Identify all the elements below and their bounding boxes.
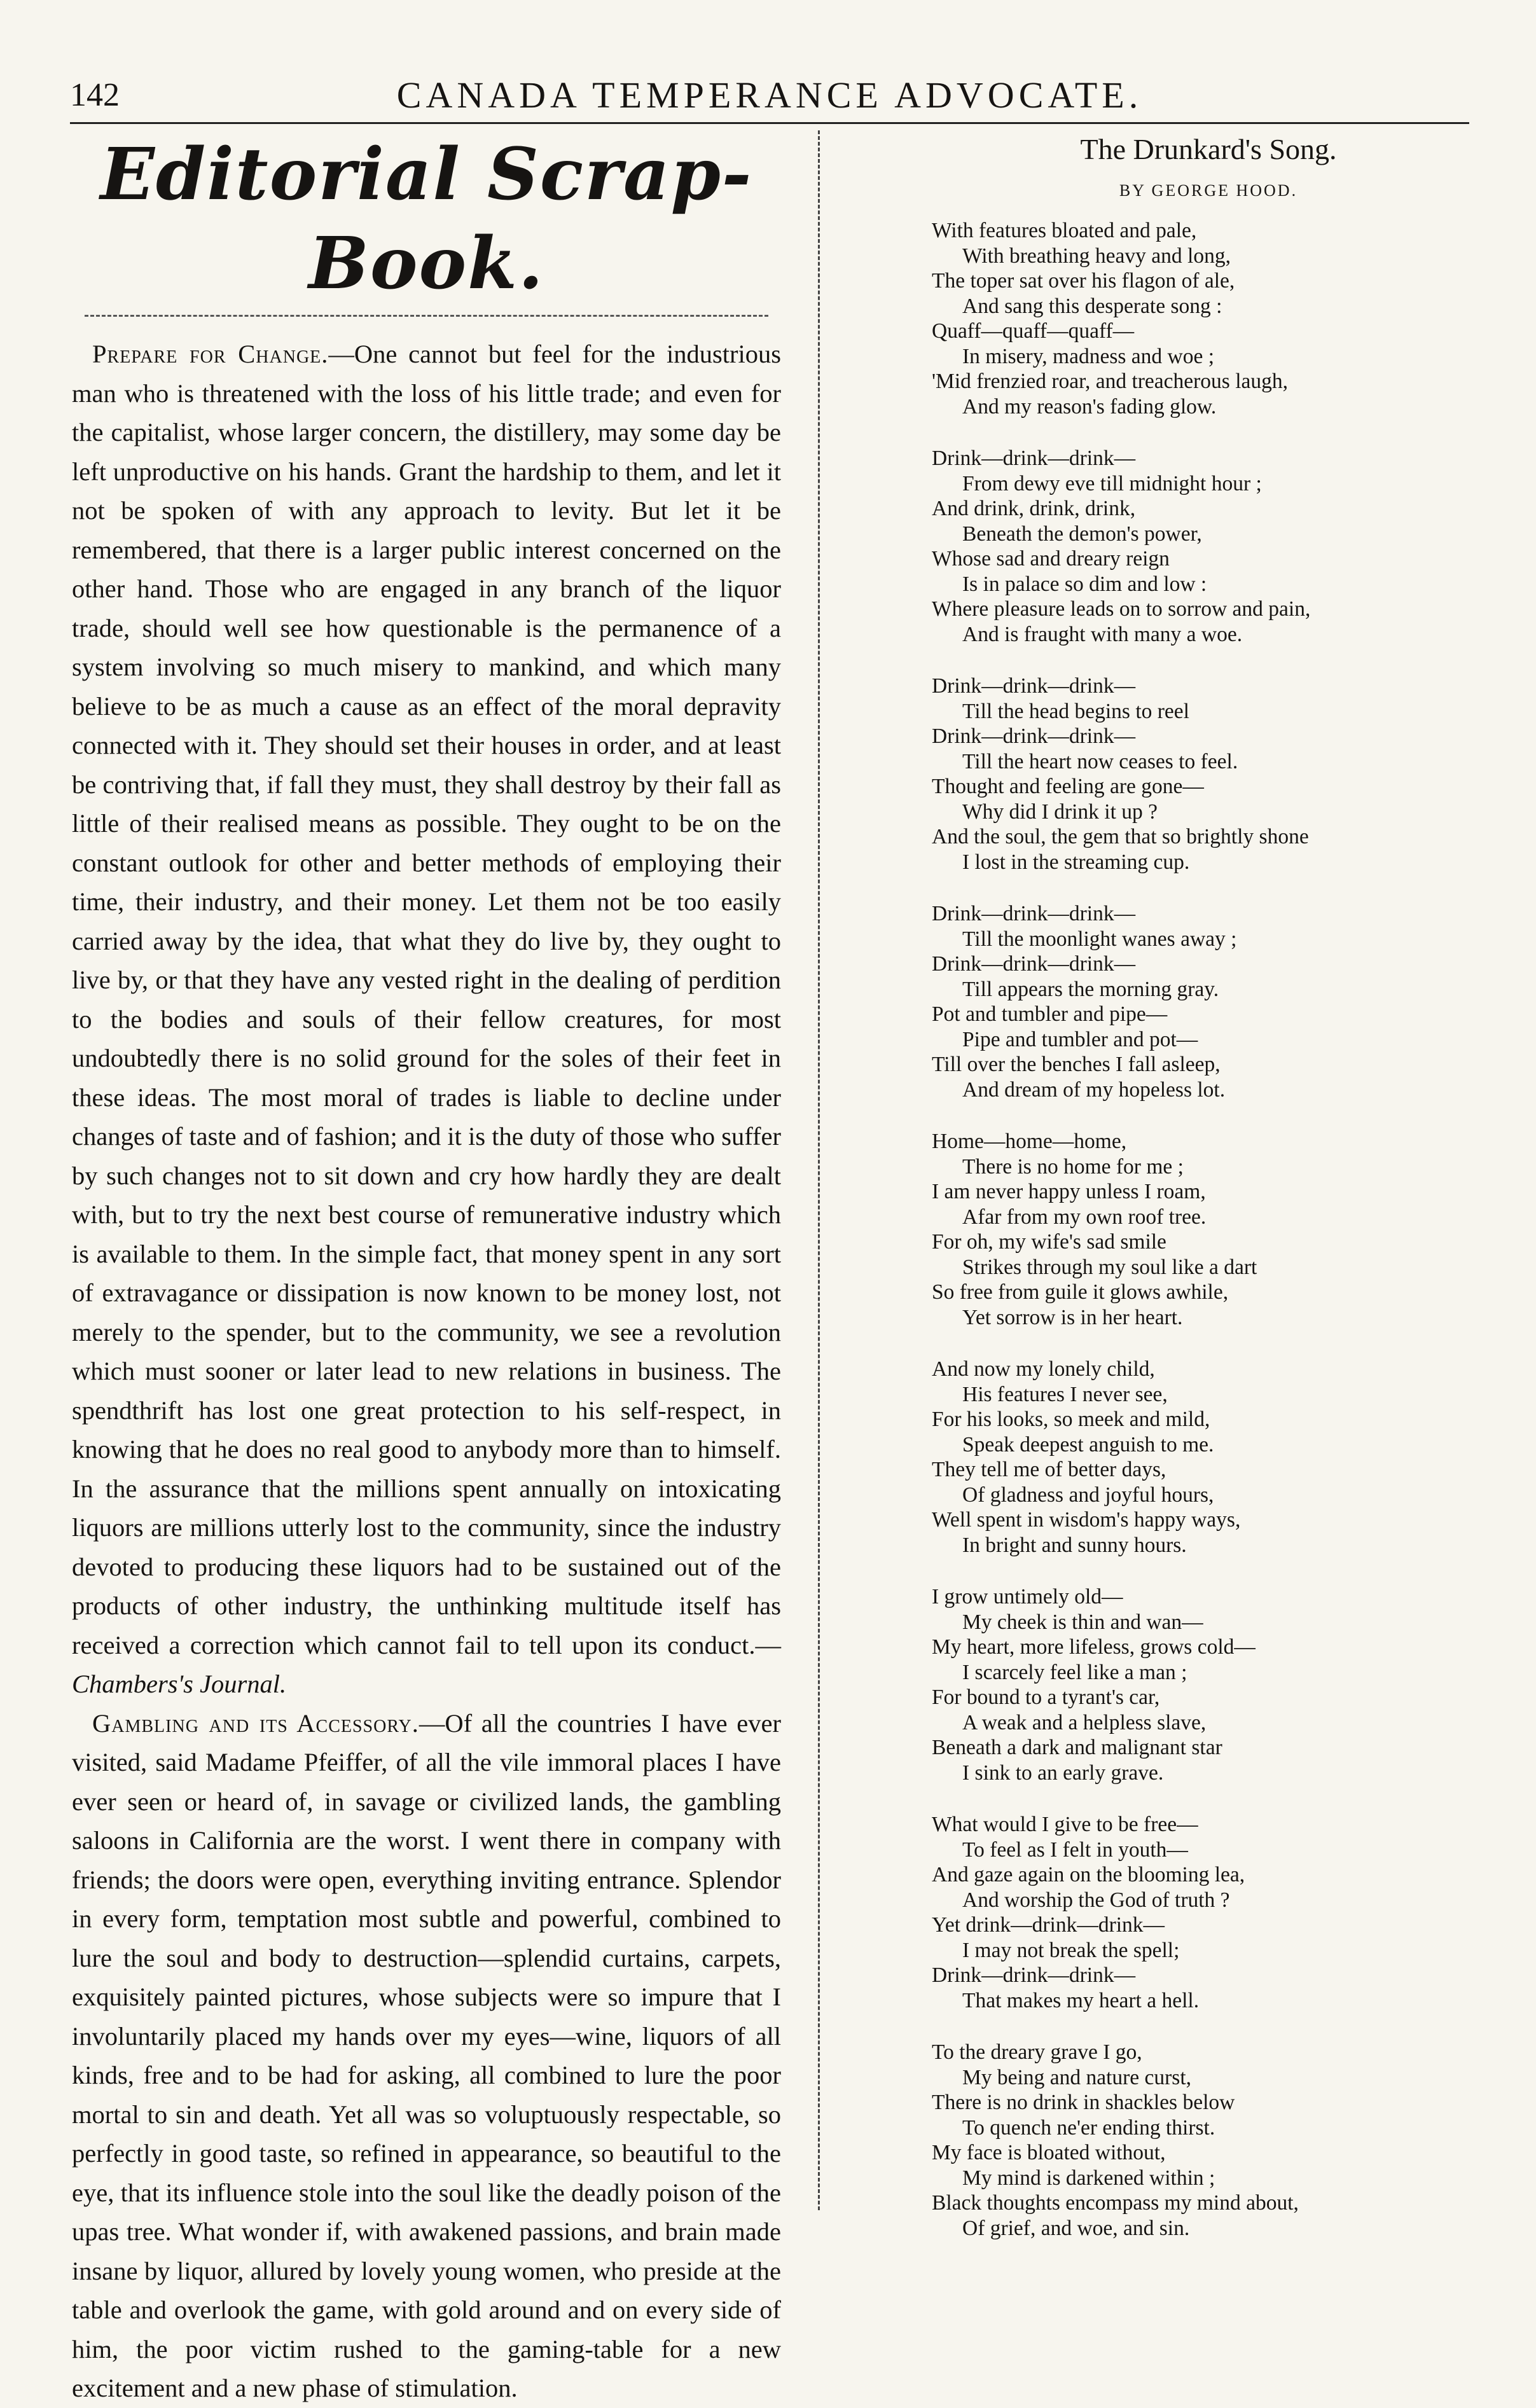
poem-line: With features bloated and pale, xyxy=(932,219,1197,242)
poem-line: Whose sad and dreary reign xyxy=(932,547,1170,571)
poem-line: There is no drink in shackles below xyxy=(932,2091,1235,2114)
poem-line: The toper sat over his flagon of ale, xyxy=(932,269,1235,293)
article-source: Chambers's Journal. xyxy=(72,1670,287,1698)
poem-line: My mind is darkened within ; xyxy=(962,2166,1215,2190)
page-number: 142 xyxy=(70,77,120,113)
article-body: —One cannot but feel for the industrious man who is threatened with the loss of his little trade; and even for the capitalist, whose larger concern, the distillery, may some day be left unproductive on his hands. Grant the hardship to them, and let it not be spoken of with any approach to levity. But let it be remembered, that there is a larger public interest concerned on the other hand. Those who are engaged in any branch of the liquor trade, should well see how questionable is the permanence of a system involving so much misery to mankind, and which many believe to be as much a cause as an effect of the moral depravity connected with it. They should set their houses in order, and at least be contriving that, if fall they must, they shall destroy by their fall as little of their realised means as possible. They ought to be on the constant outlook for other and better methods of employing their time, their industry, and their money. Let them not be too easily carried away by the idea, that what they do live by, they ought to live by, or that they have any vested right in the dealing of perdition to the bodies and souls of their fellow creatures, for most undoubtedly there is no solid ground for the soles of their feet in these ideas. The most moral of trades is liable to decline under changes of taste and of fashion; and it is the duty of those who suffer by such changes not to sit down and cry how hardly they are dealt with, but to try the next best course of remunerative industry which is available to them. In the simple fact, that money spent in any sort of extravagance or dissipation is now known to be money lost, not merely to the spender, but to the community, we see a revolution which must sooner or later lead to new relations in business. The spendthrift has lost one great protection to his self-respect, in knowing that he does no real good to anybody more than to himself. In the assurance that the millions spent annually on intoxicating liquors are millions utterly lost to the community, since the industry devoted to producing these liquors had to be sustained out of the products of other industry, the unthinking multitude itself has received a correction which cannot fail to tell upon its conduct.— xyxy=(72,340,781,1659)
poem xyxy=(932,218,1460,2241)
poem-stanza xyxy=(932,901,1460,1102)
column-divider xyxy=(818,130,820,2210)
poem-line: And my reason's fading glow. xyxy=(962,394,1217,419)
poem-line: And the soul, the gem that so brightly shone xyxy=(932,825,1309,848)
poem-line: My face is bloated without, xyxy=(932,2141,1166,2164)
poem-stanza xyxy=(932,446,1460,647)
poem-line: Till the heart now ceases to feel. xyxy=(962,749,1238,773)
poem-line: To the dreary grave I go, xyxy=(932,2040,1142,2064)
poem-title: The Drunkard's Song. xyxy=(1080,133,1337,165)
article-body: —Of all the countries I have ever visited, said Madame Pfeiffer, of all the vile immoral places I have ever seen or heard of, in savage or civilized lands, the gambling saloons in California are the worst. I went there in company with friends; the doors were open, everything inviting entrance. Splendor in every form, temptation most subtle and powerful, combined to lure the soul and body to destruction—splendid curtains, carpets, exquisitely painted pictures, whose subjects were so impure that I involuntarily placed my hands over my eyes—wine, liquors of all kinds, free and to be had for asking, all combined to lure the poor mortal to sin and death. Yet all was so voluptuously respectable, so perfectly in good taste, so refined in appearance, so beautiful to the eye, that its influence stole into the soul like the deadly poison of the upas tree. What wonder if, with awakened passions, and brain made insane by liquor, allured by lovely young women, who preside at the table and overlook the game, with gold around and on every side of him, the poor victim rushed to the gaming-table for a new excitement and a new phase of stimulation. xyxy=(72,1708,781,2402)
poem-line: Thought and feeling are gone— xyxy=(932,775,1204,798)
poem-stanza xyxy=(932,1584,1460,1785)
article-heading: Prepare for Change. xyxy=(92,340,329,368)
poem-line: Drink—drink—drink— xyxy=(932,1963,1136,1987)
poem-line: Drink—drink—drink— xyxy=(932,674,1136,698)
poem-line: For oh, my wife's sad smile xyxy=(932,1230,1166,1254)
poem-stanza xyxy=(932,1357,1460,1558)
page-header xyxy=(70,70,1469,121)
poem-line: For his looks, so meek and mild, xyxy=(932,1408,1210,1431)
poem-line: And worship the God of truth ? xyxy=(962,1888,1230,1912)
poem-stanza xyxy=(932,674,1460,875)
poem-line: Till appears the morning gray. xyxy=(962,977,1219,1001)
poem-line: Drink—drink—drink— xyxy=(932,952,1136,976)
poem-line: Pipe and tumbler and pot— xyxy=(962,1027,1198,1051)
poem-line: And is fraught with many a woe. xyxy=(962,622,1243,646)
poem-line: Till the head begins to reel xyxy=(962,699,1189,723)
poem-line: In bright and sunny hours. xyxy=(962,1533,1187,1557)
poem-line: For bound to a tyrant's car, xyxy=(932,1685,1160,1709)
poem-line: I am never happy unless I roam, xyxy=(932,1180,1206,1203)
article-gambling xyxy=(72,1704,781,2408)
poem-line: Afar from my own roof tree. xyxy=(962,1205,1207,1229)
poem-line: Is in palace so dim and low : xyxy=(962,572,1207,596)
poem-line: To quench ne'er ending thirst. xyxy=(962,2115,1215,2140)
poem-line: And dream of my hopeless lot. xyxy=(962,1077,1226,1102)
poem-line: That makes my heart a hell. xyxy=(962,1988,1200,2012)
poem-line: I may not break the spell; xyxy=(962,1938,1180,1962)
poem-line: Where pleasure leads on to sorrow and pain, xyxy=(932,597,1311,621)
poem-line: Well spent in wisdom's happy ways, xyxy=(932,1508,1241,1532)
poem-line: 'Mid frenzied roar, and treacherous laugh, xyxy=(932,370,1288,393)
poem-stanza xyxy=(932,218,1460,419)
article-heading: Gambling and its Accessory. xyxy=(92,1708,419,1738)
poem-line: My heart, more lifeless, grows cold— xyxy=(932,1635,1256,1659)
poem-line: With breathing heavy and long, xyxy=(962,244,1231,268)
poem-line: And sang this desperate song : xyxy=(962,294,1222,318)
poem-line: Home—home—home, xyxy=(932,1130,1127,1153)
poem-line: In misery, madness and woe ; xyxy=(962,344,1215,368)
right-column xyxy=(932,130,1460,2267)
poem-line: Beneath the demon's power, xyxy=(962,522,1202,546)
section-title: Editorial Scrap-Book. xyxy=(100,133,753,305)
poem-line: Strikes through my soul like a dart xyxy=(962,1255,1257,1279)
poem-line: His features I never see, xyxy=(962,1382,1168,1406)
poem-line: Pot and tumbler and pipe— xyxy=(932,1002,1168,1026)
poem-line: Till the moonlight wanes away ; xyxy=(962,927,1237,951)
poem-line: There is no home for me ; xyxy=(962,1154,1184,1179)
poem-line: Drink—drink—drink— xyxy=(932,724,1136,748)
title-ornament xyxy=(85,315,768,317)
poem-line: Yet sorrow is in her heart. xyxy=(962,1305,1183,1329)
poem-line: Why did I drink it up ? xyxy=(962,799,1158,824)
poem-line: Drink—drink—drink— xyxy=(932,902,1136,925)
poem-line: Yet drink—drink—drink— xyxy=(932,1913,1165,1937)
poem-line: I grow untimely old— xyxy=(932,1585,1123,1609)
poem-line: Drink—drink—drink— xyxy=(932,446,1136,470)
article-prepare-for-change xyxy=(72,335,781,1704)
running-title: CANADA TEMPERANCE ADVOCATE. xyxy=(396,74,1143,116)
poem-line: From dewy eve till midnight hour ; xyxy=(962,471,1262,495)
left-column xyxy=(72,130,781,2408)
poem-line: And drink, drink, drink, xyxy=(932,497,1136,520)
poem-line: Of grief, and woe, and sin. xyxy=(962,2216,1190,2240)
poem-line: I scarcely feel like a man ; xyxy=(962,1660,1187,1684)
poem-line: I sink to an early grave. xyxy=(962,1761,1164,1785)
poem-line: To feel as I felt in youth— xyxy=(962,1837,1188,1862)
poem-line: They tell me of better days, xyxy=(932,1458,1166,1481)
poem-author: BY GEORGE HOOD. xyxy=(1119,181,1298,200)
poem-line: Till over the benches I fall asleep, xyxy=(932,1053,1221,1076)
poem-stanza xyxy=(932,2040,1460,2241)
poem-line: Black thoughts encompass my mind about, xyxy=(932,2191,1299,2215)
poem-line: My being and nature curst, xyxy=(962,2065,1192,2089)
poem-line: Beneath a dark and malignant star xyxy=(932,1736,1222,1759)
poem-line: What would I give to be free— xyxy=(932,1813,1198,1836)
poem-line: So free from guile it glows awhile, xyxy=(932,1280,1229,1304)
header-rule xyxy=(70,122,1469,124)
poem-stanza xyxy=(932,1129,1460,1330)
poem-line: Speak deepest anguish to me. xyxy=(962,1432,1214,1457)
poem-line: Quaff—quaff—quaff— xyxy=(932,319,1135,343)
poem-line: I lost in the streaming cup. xyxy=(962,850,1190,874)
poem-line: My cheek is thin and wan— xyxy=(962,1610,1203,1634)
poem-stanza xyxy=(932,1812,1460,2013)
poem-line: And now my lonely child, xyxy=(932,1357,1155,1381)
poem-line: A weak and a helpless slave, xyxy=(962,1710,1207,1734)
poem-line: Of gladness and joyful hours, xyxy=(962,1483,1214,1507)
poem-line: And gaze again on the blooming lea, xyxy=(932,1863,1245,1886)
